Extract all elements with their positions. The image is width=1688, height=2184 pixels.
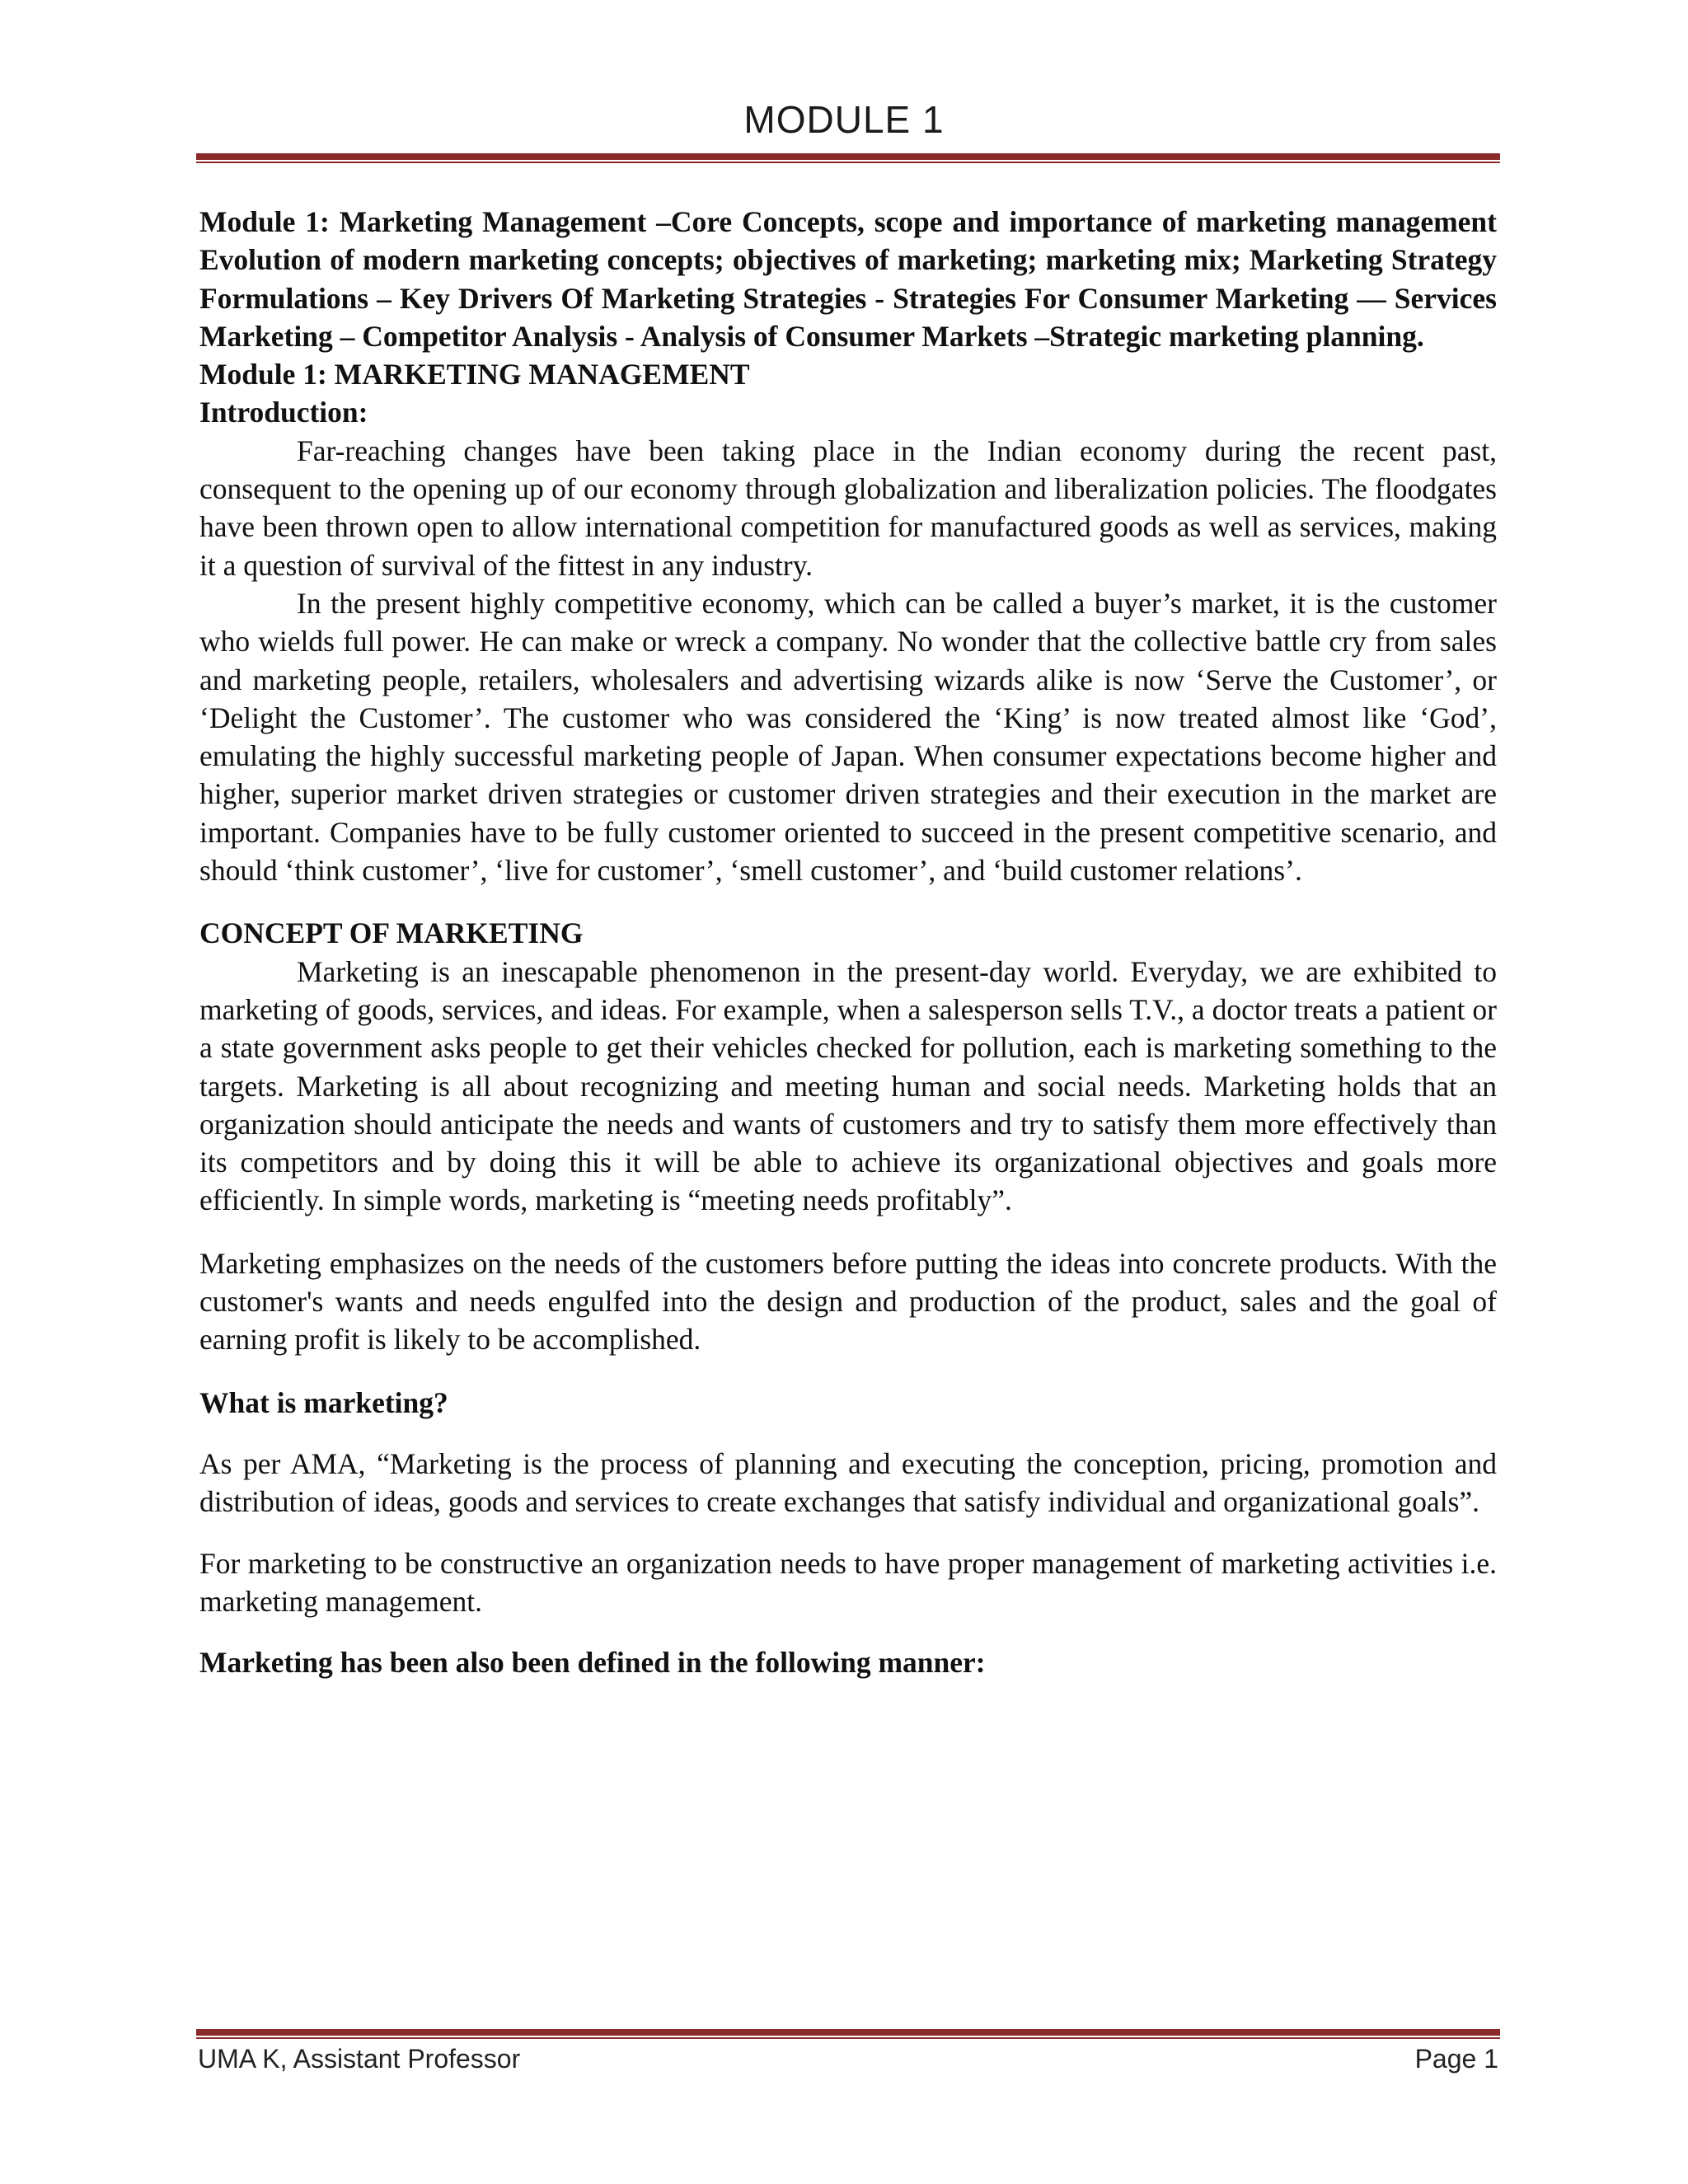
- footer-rule-thick: [196, 2029, 1500, 2036]
- defined-manner-heading: Marketing has been also been defined in the following manner:: [199, 1646, 986, 1680]
- syllabus-paragraph: Module 1: Marketing Management –Core Concepts, scope and importance of marketing management Evolution of modern marketing concepts; objectives of marketing; marketing mix; Marketing Strategy Formulations – Key Drivers Of Marketing Strategies - Strategies For Consumer Marketing — Services Marketing – Competitor Analysis - Analysis of Consumer Markets –Strategic marketing planning.: [199, 205, 1497, 353]
- concept-paragraph-1: Marketing is an inescapable phenomenon in the present-day world. Everyday, we are exhibited to marketing of goods, services, and ideas. For example, when a salesperson sells T.V., a doctor treats a patient or a state government asks people to get their vehicles checked for pollution, each is marketing something to the targets. Marketing is all about recognizing and meeting human and social needs. Marketing holds that an organization should anticipate the needs and wants of customers and try to satisfy them more effectively than its competitors and by doing this it will be able to achieve its organizational objectives and goals more efficiently. In simple words, marketing is “meeting needs profitably”.: [199, 954, 1497, 1217]
- introduction-heading: Introduction:: [199, 396, 368, 429]
- constructive-paragraph: For marketing to be constructive an organization needs to have proper management of marketing activities i.e. marketing management.: [199, 1546, 1497, 1618]
- footer-author: UMA K, Assistant Professor: [198, 2044, 521, 2074]
- document-body: [199, 203, 1497, 1681]
- header-rule-thin: [196, 162, 1500, 163]
- footer-rule: [196, 2029, 1500, 2039]
- header-rule: [196, 153, 1500, 163]
- concept-heading: CONCEPT OF MARKETING: [199, 916, 584, 950]
- footer-rule-thin: [196, 2037, 1500, 2039]
- header-rule-thick: [196, 153, 1500, 160]
- introduction-paragraph-2: In the present highly competitive economy, which can be called a buyer’s market, it is the customer who wields full power. He can make or wreck a company. No wonder that the collective battle cry from sales and marketing people, retailers, wholesalers and advertising wizards alike is now ‘Serve the Customer’, or ‘Delight the Customer’. The customer who was considered the ‘King’ is now treated almost like ‘God’, emulating the highly successful marketing people of Japan. When consumer expectations become higher and higher, superior market driven strategies or customer driven strategies and their execution in the market are important. Companies have to be fully customer oriented to succeed in the present competitive scenario, and should ‘think customer’, ‘live for customer’, ‘smell customer’, and ‘build customer relations’.: [199, 586, 1497, 888]
- page-header-title: MODULE 1: [743, 98, 945, 141]
- module-heading: Module 1: MARKETING MANAGEMENT: [199, 358, 750, 391]
- footer-page-number: Page 1: [1414, 2044, 1498, 2074]
- ama-definition-paragraph: As per AMA, “Marketing is the process of planning and executing the conception, pricing, promotion and distribution of ideas, goods and services to create exchanges that satisfy individual and organizational goals”.: [199, 1446, 1497, 1519]
- introduction-paragraph-1: Far-reaching changes have been taking place in the Indian economy during the recent past, consequent to the opening up of our economy through globalization and liberalization policies. The floodgates have been thrown open to allow international competition for manufactured goods as well as services, making it a question of survival of the fittest in any industry.: [199, 434, 1497, 582]
- what-is-marketing-heading: What is marketing?: [199, 1385, 448, 1419]
- concept-paragraph-2: Marketing emphasizes on the needs of the customers before putting the ideas into concrete products. With the customer's wants and needs engulfed into the design and production of the product, sales and the goal of earning profit is likely to be accomplished.: [199, 1246, 1497, 1357]
